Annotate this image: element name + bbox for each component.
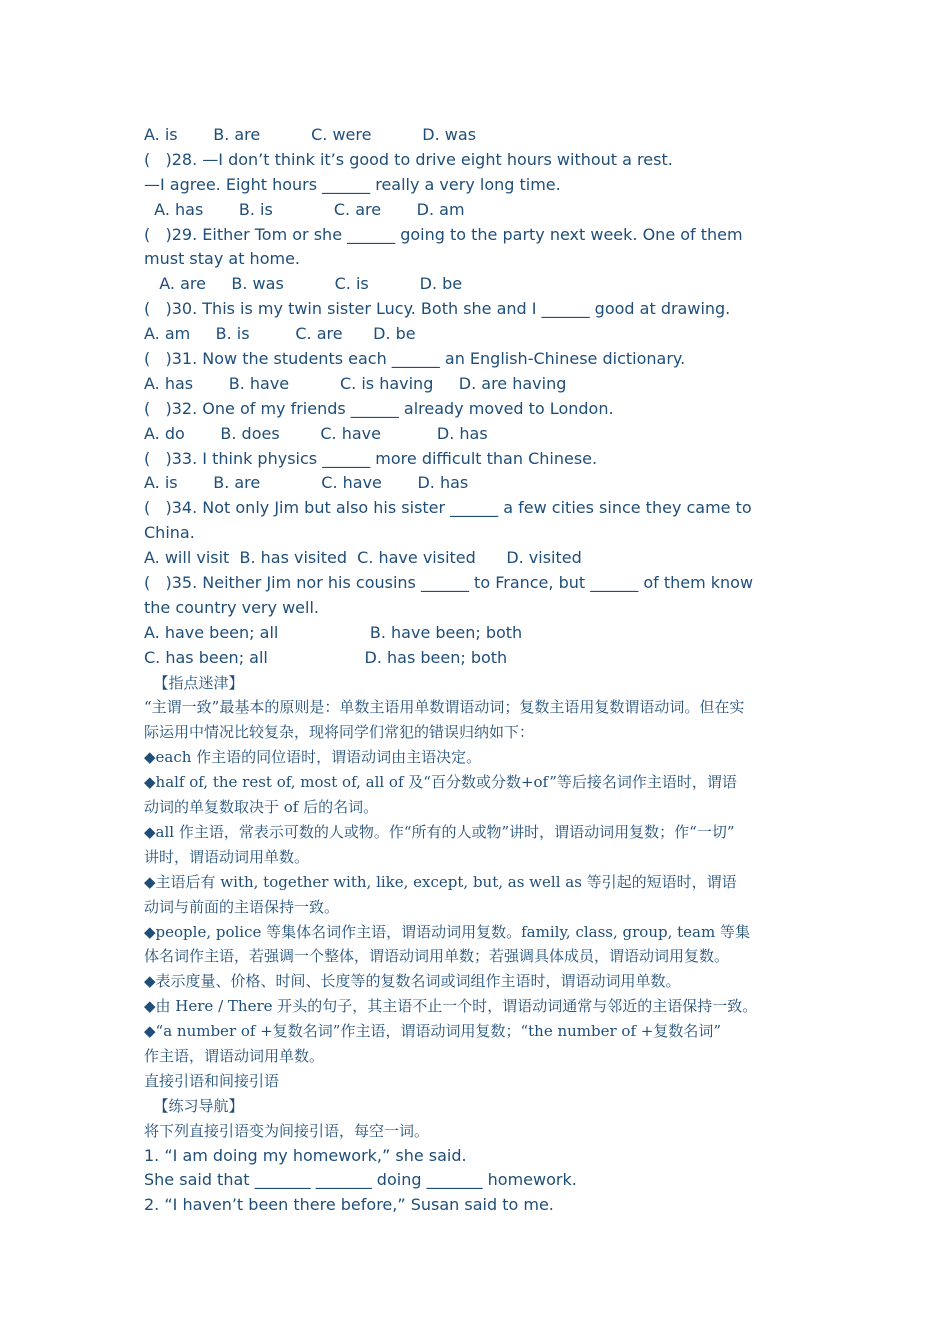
q28-options: A. has B. is C. are D. am — [144, 199, 465, 219]
tip-collective: ◆people, police 等集体名词作主语，谓语动词用复数。family, class, group, team 等集 — [144, 922, 750, 941]
q34-stem: ( )34. Not only Jim but also his sister ______ a few cities since they came to — [144, 498, 752, 518]
q28-stem: ( )28. —I don’t think it’s good to drive eight hours without a rest. — [144, 149, 673, 169]
q35-stem: ( )35. Neither Jim nor his cousins ______ to France, but ______ of them know — [144, 573, 754, 593]
tips-intro: “主谓一致”最基本的原则是：单数主语用单数谓语动词；复数主语用复数谓语动词。但在实 — [144, 698, 745, 717]
tip-all-cont: 讲时，谓语动词用单数。 — [144, 847, 310, 866]
document-page — [144, 123, 824, 1218]
q32-options: A. do B. does C. have D. has — [144, 423, 488, 443]
q35-stem-cont: the country very well. — [144, 597, 319, 617]
section-heading-tips: 【指点迷津】 — [144, 673, 244, 692]
q32-stem: ( )32. One of my friends ______ already moved to London. — [144, 398, 614, 418]
practice-instruction: 将下列直接引语变为间接引语，每空一词。 — [144, 1121, 430, 1140]
q29-stem: ( )29. Either Tom or she ______ going to the party next week. One of them — [144, 224, 743, 244]
q30-options: A. am B. is C. are D. be — [144, 324, 416, 344]
tip-number-cont: 作主语，谓语动词用单数。 — [144, 1046, 325, 1065]
tip-all: ◆all 作主语，常表示可数的人或物。作“所有的人或物”讲时，谓语动词用复数；作“一切” — [144, 822, 735, 841]
tip-with-cont: 动词与前面的主语保持一致。 — [144, 897, 340, 916]
q29-stem-cont: must stay at home. — [144, 249, 300, 269]
tip-here-there: ◆由 Here / There 开头的句子，其主语不止一个时，谓语动词通常与邻近的主语保持一致。 — [144, 997, 758, 1016]
q35-options-ab: A. have been; all B. have been; both — [144, 622, 523, 642]
tip-collective-cont: 体名词作主语，若强调一个整体，谓语动词用单数；若强调具体成员，谓语动词用复数。 — [144, 947, 730, 966]
q27-options: A. is B. are C. were D. was — [144, 125, 477, 144]
exercise-2: 2. “I haven’t been there before,” Susan said to me. — [144, 1195, 554, 1215]
q28-reply: —I agree. Eight hours ______ really a very long time. — [144, 174, 561, 194]
tip-number: ◆“a number of +复数名词”作主语，谓语动词用复数；“the number of +复数名词” — [144, 1022, 722, 1041]
exercise-1-blank: She said that _______ _______ doing _______ homework. — [144, 1170, 577, 1190]
tip-half-of: ◆half of, the rest of, most of, all of 及“百分数或分数+of”等后接名词作主语时，谓语 — [144, 773, 737, 792]
tips-intro-cont: 际运用中情况比较复杂，现将同学们常犯的错误归纳如下： — [144, 723, 535, 742]
exercise-1: 1. “I am doing my homework,” she said. — [144, 1145, 467, 1165]
q31-options: A. has B. have C. is having D. are having — [144, 373, 567, 393]
tip-with: ◆主语后有 with, together with, like, except, but, as well as 等引起的短语时，谓语 — [144, 872, 737, 891]
section-heading-practice: 【练习导航】 — [144, 1096, 244, 1115]
q34-stem-cont: China. — [144, 523, 195, 543]
q34-options: A. will visit B. has visited C. have visited D. visited — [144, 548, 582, 568]
tip-half-of-cont: 动词的单复数取决于 of 后的名词。 — [144, 798, 379, 817]
q33-stem: ( )33. I think physics ______ more difficult than Chinese. — [144, 448, 598, 468]
q30-stem: ( )30. This is my twin sister Lucy. Both she and I ______ good at drawing. — [144, 299, 731, 319]
q35-options-cd: C. has been; all D. has been; both — [144, 647, 508, 667]
q33-options: A. is B. are C. have D. has — [144, 473, 469, 493]
tip-measure: ◆表示度量、价格、时间、长度等的复数名词或词组作主语时，谓语动词用单数。 — [144, 972, 681, 991]
tip-each: ◆each 作主语的同位语时，谓语动词由主语决定。 — [144, 748, 482, 767]
q29-options: A. are B. was C. is D. be — [144, 274, 463, 294]
q31-stem: ( )31. Now the students each ______ an English-Chinese dictionary. — [144, 349, 686, 369]
section-title-reported-speech: 直接引语和间接引语 — [144, 1071, 280, 1090]
